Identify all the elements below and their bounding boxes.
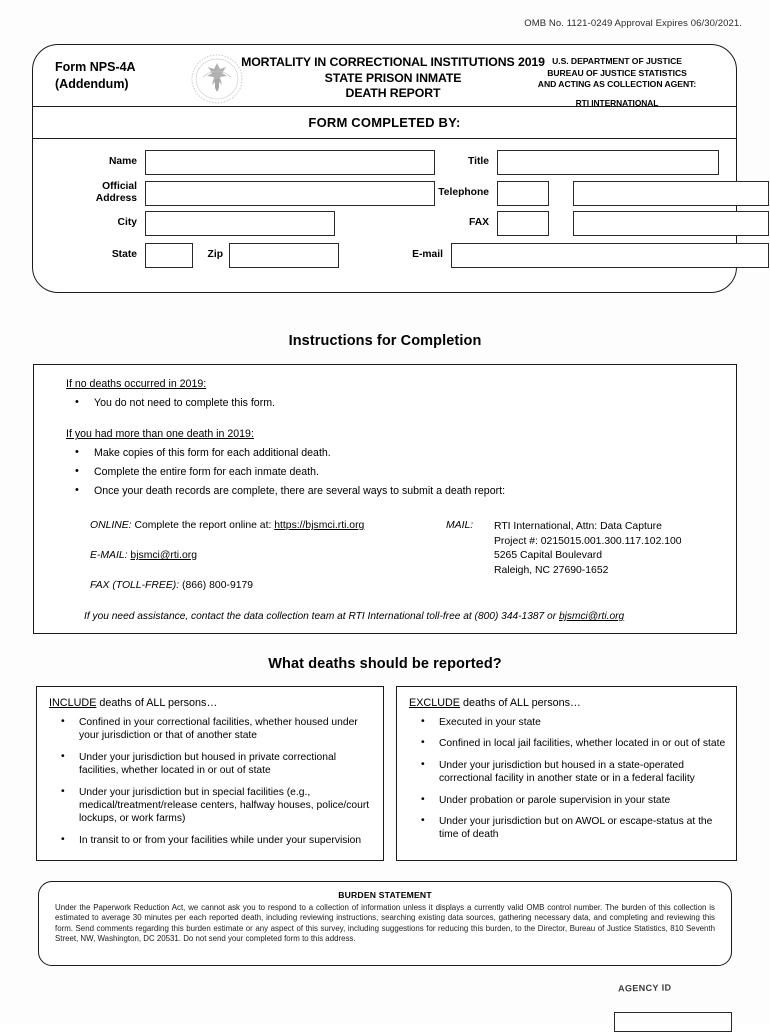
email-label: E-mail — [412, 249, 443, 260]
fax-number: (866) 800-9179 — [182, 580, 254, 591]
mail-line-4: Raleigh, NC 27690-1652 — [494, 564, 609, 576]
title-label: Title — [468, 156, 489, 167]
name-label: Name — [108, 156, 137, 167]
mail-line-2: Project #: 0215015.001.300.117.102.100 — [494, 535, 682, 547]
email-submission-line — [90, 550, 197, 561]
city-label: City — [117, 217, 137, 228]
online-submission-line — [90, 520, 364, 531]
form-addendum: (Addendum) — [55, 77, 129, 91]
agency-id-input[interactable] — [614, 1012, 732, 1032]
telephone-label: Telephone — [438, 187, 489, 198]
exclude-list — [409, 716, 726, 842]
instructions-box — [33, 364, 737, 634]
form-fields-area — [33, 137, 736, 292]
form-title-line3: DEATH REPORT — [345, 86, 441, 100]
include-deaths-box — [36, 686, 384, 861]
list-item: • Under your jurisdiction but in special facilities (e.g., medical/treatment/release centers, halfway houses, police/court lockups, or work farms) — [49, 786, 373, 826]
form-title-line2: STATE PRISON INMATE — [324, 70, 462, 85]
email-address-link[interactable]: bjsmci@rti.org — [130, 550, 197, 561]
burden-statement-title: BURDEN STATEMENT — [338, 890, 432, 900]
title-input[interactable] — [497, 150, 719, 175]
email-label: E-MAIL: — [90, 550, 128, 561]
list-item: • Confined in your correctional facilities, whether housed under your jurisdiction or that of another state — [49, 716, 373, 743]
no-deaths-heading: If no deaths occurred in 2019: — [66, 378, 207, 390]
fax-number-input[interactable] — [573, 211, 769, 236]
form-number: Form NPS-4A — [55, 60, 136, 74]
list-item: • Under your jurisdiction but on AWOL or escape-status at the time of death — [409, 815, 726, 842]
state-label: State — [111, 249, 137, 260]
assistance-line — [84, 611, 624, 622]
mail-label: MAIL: — [446, 520, 474, 531]
exclude-keyword: EXCLUDE — [409, 697, 461, 709]
reportable-heading: What deaths should be reported? — [268, 656, 502, 672]
form-title-block — [233, 55, 553, 102]
list-item: • You do not need to complete this form. — [66, 395, 606, 412]
exclude-deaths-box — [396, 686, 737, 861]
mail-line-3: 5265 Capital Boulevard — [494, 550, 603, 562]
no-deaths-list — [66, 395, 606, 414]
zip-label: Zip — [207, 249, 223, 260]
zip-input[interactable] — [229, 243, 339, 268]
list-item: • Confined in local jail facilities, whether located in or out of state — [409, 737, 726, 750]
official-address-label — [47, 181, 137, 205]
form-number-block — [55, 59, 136, 93]
agency-line-1: U.S. DEPARTMENT OF JUSTICE — [552, 56, 682, 66]
fax-submission-line — [90, 580, 253, 591]
city-input[interactable] — [145, 211, 335, 236]
fax-label: FAX (TOLL-FREE): — [90, 580, 180, 591]
email-input[interactable] — [451, 243, 769, 268]
official-address-input[interactable] — [145, 181, 435, 206]
online-url-link[interactable]: https://bjsmci.rti.org — [274, 520, 365, 531]
fax-area-code-input[interactable] — [497, 211, 549, 236]
list-item: • In transit to or from your facilities while under your supervision — [49, 834, 373, 847]
list-item: • Executed in your state — [409, 716, 726, 729]
burden-statement-text: Under the Paperwork Reduction Act, we cannot ask you to respond to a collection of information unless it displays a currently valid OMB control number. The burden of this collection is estimated to average 30 minutes per each reported death, including reviewing instructions, searching existing data sources, gathering necessary data, and completing and reviewing this form. Send comments regarding this burden estimate or any aspect of this survey, including suggestions for reducing this burden, to the Director, Bureau of Justice Statistics, 810 Seventh Street, NW, Washington, DC 20531. Do not send your completed form to this address. — [55, 903, 715, 944]
mail-address-block — [494, 520, 682, 578]
collection-agent-name: RTI INTERNATIONAL — [575, 97, 659, 108]
instructions-heading: Instructions for Completion — [288, 333, 482, 349]
official-address-label-line1: Official — [102, 181, 137, 192]
assistance-email-link[interactable]: bjsmci@rti.org — [558, 611, 625, 622]
online-text: Complete the report online at: — [134, 520, 272, 531]
exclude-heading — [409, 696, 726, 710]
list-item: • Make copies of this form for each additional death. — [66, 445, 686, 462]
form-completed-by-heading: FORM COMPLETED BY: — [33, 106, 736, 139]
more-deaths-heading: If you had more than one death in 2019: — [66, 428, 254, 440]
telephone-area-code-input[interactable] — [497, 181, 549, 206]
include-keyword: INCLUDE — [49, 697, 97, 709]
list-item: • Under your jurisdiction but housed in a state-operated correctional facility in another state or in a federal facility — [409, 759, 726, 786]
agency-block — [512, 56, 722, 109]
list-item: • Under probation or parole supervision in your state — [409, 794, 726, 807]
agency-line-2: BUREAU OF JUSTICE STATISTICS — [547, 67, 687, 78]
list-item: • Complete the entire form for each inmate death. — [66, 464, 686, 481]
form-completed-by-card — [32, 44, 737, 293]
list-item: • Under your jurisdiction but housed in private correctional facilities, whether located in or out of state — [49, 751, 373, 778]
more-deaths-list — [66, 445, 686, 502]
include-heading — [49, 696, 373, 710]
telephone-number-input[interactable] — [573, 181, 769, 206]
assistance-text: If you need assistance, contact the data collection team at RTI International toll-free at (800) 344-1387 or — [84, 611, 559, 622]
online-label: ONLINE: — [90, 520, 132, 531]
agency-id-label: AGENCY ID — [617, 982, 672, 994]
include-list — [49, 716, 373, 847]
form-title-line1: MORTALITY IN CORRECTIONAL INSTITUTIONS 2019 — [241, 55, 545, 69]
agency-line-3: AND ACTING AS COLLECTION AGENT: — [537, 79, 697, 90]
mail-line-1: RTI International, Attn: Data Capture — [494, 521, 662, 532]
omb-notice: OMB No. 1121-0249 Approval Expires 06/30/2021. — [524, 18, 742, 29]
burden-statement-box — [38, 881, 732, 966]
official-address-label-line2: Address — [95, 193, 137, 204]
name-input[interactable] — [145, 150, 435, 175]
fax-label: FAX — [468, 217, 489, 228]
form-header-row — [33, 45, 736, 106]
list-item: • Once your death records are complete, there are several ways to submit a death report: — [66, 483, 686, 500]
include-heading-rest: deaths of ALL persons… — [96, 697, 218, 709]
exclude-heading-rest: deaths of ALL persons… — [460, 697, 581, 709]
